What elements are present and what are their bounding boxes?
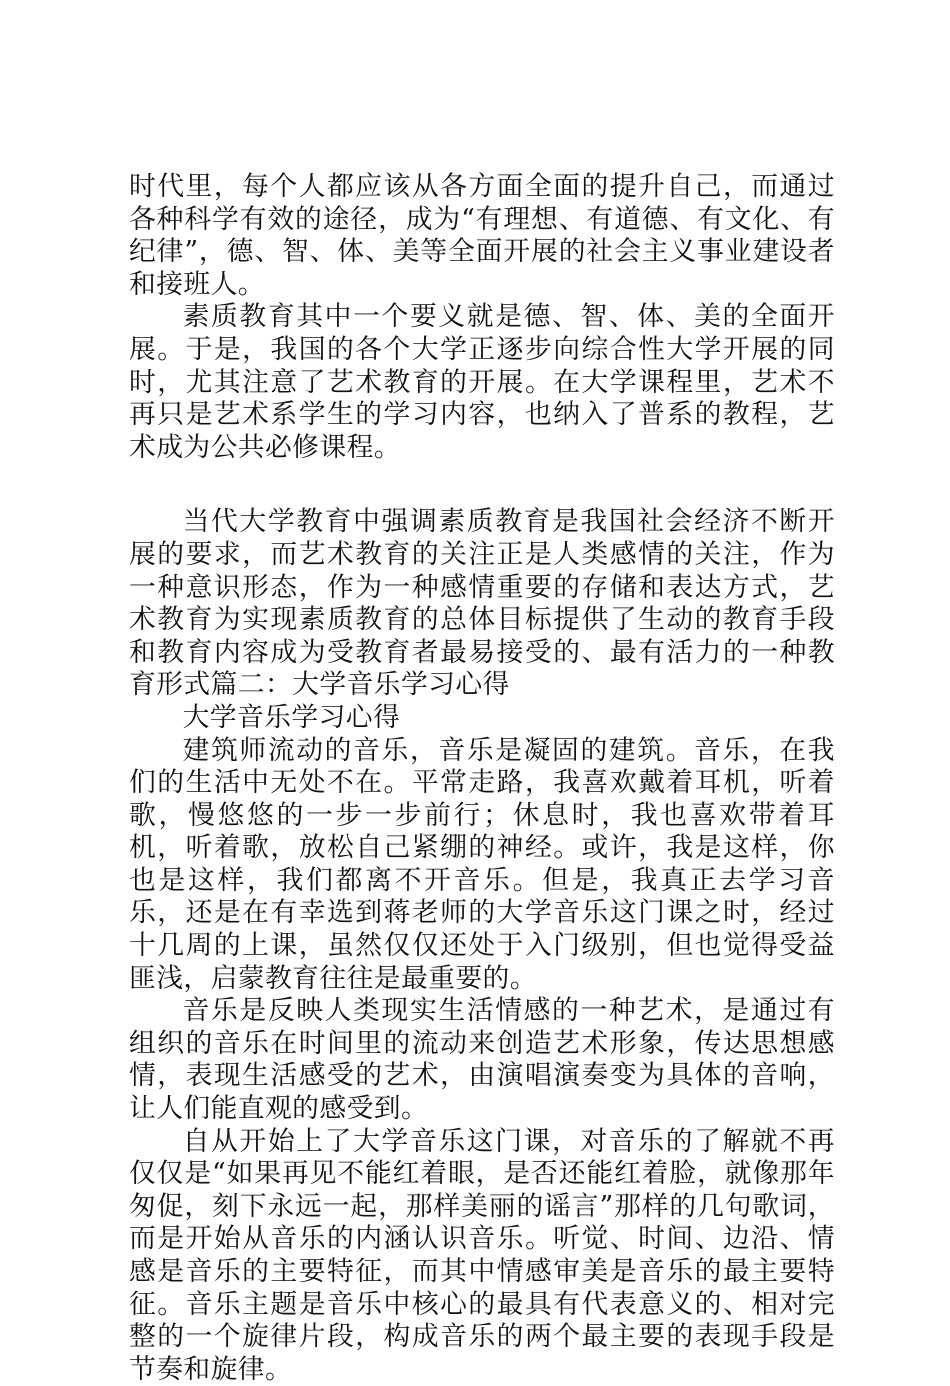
document-body (129, 171, 835, 1386)
paragraph-5: 音乐是反映人类现实生活情感的一种艺术，是通过有组织的音乐在时间里的流动来创造艺术形象，传达思想感情，表现生活感受的艺术，由演唱演奏变为具体的音响，让人们能直观的感受到。 (129, 995, 835, 1125)
paragraph-1: 时代里，每个人都应该从各方面全面的提升自己，而通过各种科学有效的途径，成为“有理想、有道德、有文化、有纪律”，德、智、体、美等全面开展的社会主义事业建设者和接班人。 (129, 171, 835, 300)
paragraph-2: 素质教育其中一个要义就是德、智、体、美的全面开展。于是，我国的各个大学正逐步向综合性大学开展的同时，尤其注意了艺术教育的开展。在大学课程里，艺术不再只是艺术系学生的学习内容，也纳入了普系的教程，艺术成为公共必修课程。 (129, 301, 835, 463)
paragraph-4: 建筑师流动的音乐，音乐是凝固的建筑。音乐，在我们的生活中无处不在。平常走路，我喜欢戴着耳机，听着歌，慢悠悠的一步一步前行；休息时，我也喜欢带着耳机，听着歌，放松自己紧绷的神经。或许，我是这样，你也是这样，我们都离不开音乐。但是，我真正去学习音乐，还是在有幸选到蒋老师的大学音乐这门课之时，经过十几周的上课，虽然仅仅还处于入门级别，但也觉得受益匪浅，启蒙教育往往是最重要的。 (129, 734, 835, 994)
paragraph-3: 当代大学教育中强调素质教育是我国社会经济不断开展的要求，而艺术教育的关注正是人类感情的关注，作为一种意识形态，作为一种感情重要的存储和表达方式，艺术教育为实现素质教育的总体目标提供了生动的教育手段和教育内容成为受教育者最易接受的、最有活力的一种教育形式篇二：大学音乐学习心得 (129, 506, 835, 701)
section-heading: 大学音乐学习心得 (182, 701, 401, 733)
paragraph-6: 自从开始上了大学音乐这门课，对音乐的了解就不再仅仅是“如果再见不能红着眼，是否还能红着脸，就像那年匆促，刻下永远一起，那样美丽的谣言”那样的几句歌词，而是开始从音乐的内涵认识音乐。听觉、时间、边沿、情感是音乐的主要特征，而其中情感审美是音乐的最主要特征。音乐主题是音乐中核心的最具有代表意义的、相对完整的一个旋律片段，构成音乐的两个最主要的表现手段是节奏和旋律。 (129, 1125, 835, 1385)
